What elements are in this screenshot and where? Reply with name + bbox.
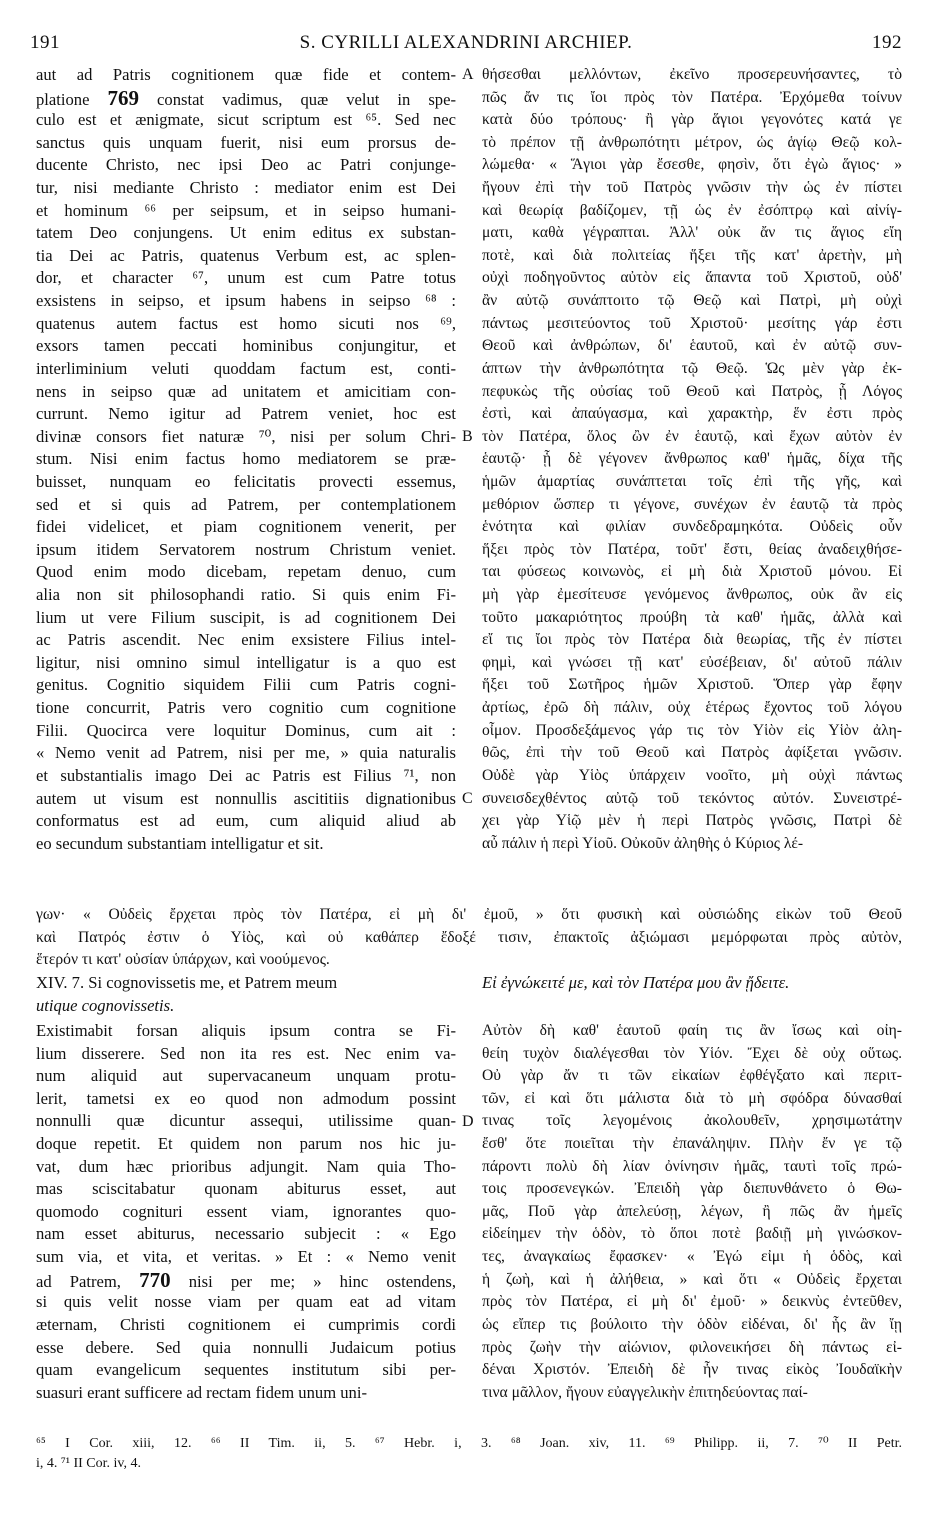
greek-text-line: δέναι Χριστόν. Ἐπειδὴ δὲ ἦν τινας εἰκὸς Ἰουδαϊκὴν [482, 1361, 902, 1379]
latin-section-heading [36, 972, 456, 1017]
left-page-number: 191 [30, 32, 60, 53]
greek-text-line: τινα μᾶλλον, ἤγουν εὐαγγελικὴν ἐπιτηδεύοντας παί- [482, 1383, 808, 1401]
greek-section-heading: Εἰ ἐγνώκειτέ με, καὶ τὸν Πατέρα μου ἂν ᾔδειτε. [482, 973, 790, 992]
greek-text-line: θῶς, ἐπὶ τὴν τοῦ Θεοῦ καὶ Πατρὸς ἀφίξεται γνῶσιν. [482, 744, 902, 762]
footnotes [36, 1434, 902, 1474]
greek-text-line: φημὶ, καὶ γνώσει τῇ κατ' εὐσέβειαν, δι' αὐτοῦ πάλιν [482, 653, 902, 671]
footnote-line: i, 4. ⁷¹ II Cor. iv, 4. [36, 1456, 141, 1471]
latin-text-line: genitus. Cognitio siquidem Filii cum Patris cogni- [36, 675, 456, 695]
latin-text-line: Existimabit forsan aliquis ipsum contra se Fi- [36, 1021, 456, 1040]
margin-marker-b: B [462, 428, 473, 445]
latin-text-line: exsors tamen peccati hominibus conjungitur, et [36, 336, 456, 356]
latin-text-line: lium disserere. Sed non ita res est. Nec enim va- [36, 1043, 456, 1063]
greek-text-line: ἀρτίως, ἐρῶ δὴ πάλιν, οὐχ ἑτέρως ἔχοντος τοῦ λόγου [482, 699, 902, 717]
greek-text-line: πάντως μεσιτεύοντος τοῦ Χριστοῦ· μεσίτης γάρ ἐστι [482, 314, 902, 332]
greek-text-line: θείη τυχὸν διαλέγεσθαι τὸν Υἱόν. Ἔχει δὲ οὐχ οὕτως. [482, 1044, 902, 1062]
greek-text-line: αὖ πάλιν ἡ περὶ Υἱοῦ. Οὐκοῦν ἀληθὴς ὁ Κύριος λέ- [482, 834, 804, 852]
latin-text-line: tatem Deo conjungens. Ut enim editus ex substan- [36, 223, 456, 243]
latin-text-line: divinæ consors fiet naturæ ⁷⁰, nisi per solum Chri- [36, 426, 456, 446]
greek-text-line: άπτων τὴν ἀνθρωπότητα τῷ Θεῷ. Ὡς μὲν γὰρ ἐκ- [482, 359, 902, 377]
latin-text-line: platione 769 constat vadimus, quæ velut in spe- [36, 86, 456, 110]
greek-text-line: ται φύσεως κοινωνὸς, εἰ μὴ διὰ Χριστοῦ μόνου. Εἰ [482, 563, 902, 581]
greek-text-line: ἂν αὐτῷ συνάπτοιτο τῷ Θεῷ καὶ Πατρὶ, μὴ οὐχὶ [482, 292, 902, 310]
greek-text-line: συνεισδεχθέντος αὐτῷ τοῦ τεκόντος αὐτόν. Συνειστρέ- [482, 789, 902, 807]
latin-text-line: lerit, tametsi ex eo quod non admodum possint [36, 1088, 456, 1108]
greek-text-line: πῶς ἄν τις ἴοι πρὸς τὸν Πατέρα. Ἐρχόμεθα τοίνυν [482, 88, 902, 106]
greek-text-line: τοῦτο μακαριότητος προύβη τὰ καθ' ἡμᾶς, ἀλλὰ καὶ [482, 608, 902, 626]
greek-text-line: εἴ τις ἴοι πρὸς τὸν Πατέρα διὰ θεωρίας, τῆς ἐν πίστει [482, 631, 902, 649]
latin-text-line: fidei videlicet, et piam cognitionem venerit, per [36, 517, 456, 537]
greek-column-bottom [482, 1020, 902, 1404]
latin-text-line: lium ut vere Filium suscipit, is ad cognitionem Dei [36, 607, 456, 627]
greek-text-line: τὸν Πατέρα, ὅλος ὢν ἐν ἑαυτῷ, καὶ ἔχων αὐτὸν ἐν [482, 427, 902, 445]
margin-marker-c: C [462, 790, 473, 807]
greek-text-line: οἶμον. Προσδεξάμενος γάρ τις τὸν Υἱὸν εἰς Υἱὸν ἀλη- [482, 721, 902, 739]
latin-text-line: currunt. Nemo igitur ad Patrem veniet, hoc est [36, 404, 456, 424]
greek-text-line: ἤγουν ἐπὶ τὴν τοῦ Πατρὸς γνῶσιν τὴν ὡς ἐν πίστει [482, 179, 902, 197]
latin-text-line: ipsum itidem Servatorem nostrum Christum veniet. [36, 539, 456, 559]
latin-heading-line: utique cognovissetis. [36, 995, 175, 1015]
greek-text-line: χει γὰρ Υἱῷ μὲν ἡ περὶ Πατρὸς γνῶσις, Πατρὶ δὲ [482, 812, 902, 830]
latin-text-line: æternam, Christi cognitionem ei cumprimis cordi [36, 1314, 456, 1334]
greek-text-line: πρὸς ζωὴν τὴν αἰώνιον, φιλονεικήσει δὴ πάντως εἰ- [482, 1338, 902, 1356]
margin-marker-d: D [462, 1113, 474, 1130]
latin-text-line: alia non sit philosophandi ratio. Si quis enim Fi- [36, 585, 456, 605]
latin-text-line: nam esset abiturus, necessario subjecit : « Ego [36, 1224, 456, 1244]
latin-text-line: tur, nisi mediante Christo : mediator enim est Dei [36, 178, 456, 198]
greek-text-line: ἐστὶ, καὶ ἀπαύγασμα, καὶ χαρακτὴρ, ἕν ἐστι πρὸς [482, 405, 902, 423]
latin-text-line: nonnulli quæ dicuntur assequi, utilissime quan- [36, 1111, 456, 1131]
latin-text-line: exsistens in seipso, et ipsum habens in seipso ⁶⁸ : [36, 291, 456, 311]
greek-text-line: τινας τοῖς λεγομένοις ἀκολουθεῖν, χρησιμωτάτην [482, 1112, 902, 1130]
latin-column-top [36, 64, 456, 855]
latin-text-line: sum via, et vita, et veritas. » Et : « Nemo venit [36, 1247, 456, 1267]
latin-text-line: quam evangelicum sequentes institutum sibi per- [36, 1360, 456, 1380]
greek-text-line: ἔσθ' ὅτε ποιεῖται τὴν ἐπανάληψιν. Πλὴν ἔν γε τῷ [482, 1135, 902, 1153]
greek-text-line: Οὐ γὰρ ἄν τι τῶν εἰκαίων ἐφθέγξατο καὶ περιτ- [482, 1067, 902, 1085]
latin-text-line: suasuri erant sufficere ad rectam fidem unum uni- [36, 1382, 367, 1402]
latin-text-line: eo secundum substantiam intelligatur et sit. [36, 833, 324, 853]
greek-text-line: καὶ θεωρίᾳ βαδίζομεν, τῇ ὡς ἐν ἐσόπτρῳ καὶ αἰνίγ- [482, 201, 902, 219]
greek-text-line: ἕτερόν τι κατ' οὐσίαν ὑπάρχων, καὶ νοούμενος. [36, 951, 330, 969]
latin-text-line: buisset, nunquam eo felicitatis provecti essemus, [36, 471, 456, 491]
greek-text-line: λώμεθα· « Ἅγιοι γὰρ ἔσεσθε, φησὶν, ὅτι ἐγὼ ἅγιος· » [482, 156, 902, 174]
latin-text-line: ac Patris ascendit. Nec enim exsistere Filius intel- [36, 630, 456, 650]
greek-text-line: τοις προσενεγκών. Ἐπειδὴ γὰρ διεπυνθάνετο ὁ Θω- [482, 1180, 902, 1198]
latin-text-line: nens in seipso quæ ad unitatem et amicitiam con- [36, 381, 456, 401]
latin-text-line: « Nemo venit ad Patrem, nisi per me, » quia naturalis [36, 743, 456, 763]
latin-text-line: conformatus est ad eum, cum aliquid aliud ab [36, 811, 456, 831]
greek-text-line: ἑαυτῷ· ᾗ δὲ γέγονεν ἄνθρωπος καθ' ἡμᾶς, δίχα τῆς [482, 450, 902, 468]
column-number-marker: 769 [107, 86, 139, 110]
latin-text-line: stum. Nisi enim factus homo mediatorem se præ- [36, 449, 456, 469]
greek-text-line: Οὐδὲ γὰρ Υἱὸς ὑπάρχειν νοοῖτο, μὴ οὐχὶ πάντως [482, 766, 902, 784]
footnote-line: ⁶⁵ I Cor. xiii, 12. ⁶⁶ II Tim. ii, 5. ⁶⁷ Hebr. i, 3. ⁶⁸ Joan. xiv, 11. ⁶⁹ Philipp. ii, 7. ⁷⁰ II Petr. [36, 1436, 902, 1451]
latin-heading-line: XIV. 7. Si cognovissetis me, et Patrem meum [36, 973, 338, 992]
latin-column-bottom [36, 1020, 456, 1404]
latin-text-line: num aliquid aut supervacaneum unquam protu- [36, 1066, 456, 1086]
running-title: S. CYRILLI ALEXANDRINI ARCHIEP. [299, 32, 633, 53]
greek-text-line: μεθόριον ὥσπερ τι γέγονε, συνέχων ἐν ἑαυτῷ τὰ πρὸς [482, 495, 902, 513]
greek-text-line: μᾶς, Ποῦ γὰρ ἀπελεύσῃ, λέγων, ἢ πῶς ἂν ἡμεῖς [482, 1202, 902, 1220]
latin-text-line: ducente Christo, nec ipsi Deo ac Patri conjunge- [36, 155, 456, 175]
latin-text-line: et hominum ⁶⁶ per seipsum, et in seipso humani- [36, 200, 456, 220]
latin-text-line: et substantialis imago Dei ac Patris est Filius ⁷¹, non [36, 765, 456, 785]
latin-text-line: doque repetit. Et quidem non parum nos hic ju- [36, 1134, 456, 1154]
latin-text-line: quomodo cognituri essent viam, ignorantes quo- [36, 1201, 456, 1221]
greek-text-line: Θεοῦ καὶ ἀνθρώπων, δι' ἑαυτοῦ, καὶ ἐν αὐτῷ συν- [482, 337, 902, 355]
greek-text-line: Αὐτὸν δὴ καθ' ἑαυτοῦ φαίη τις ἂν ἴσως καὶ οἰη- [482, 1022, 902, 1039]
latin-text-line: Filii. Quocirca vere loquitur Dominus, cum ait : [36, 720, 456, 740]
greek-text-line: μὴ γὰρ ἐμεσίτευσε γενόμενος ἄνθρωπος, οὐκ ἂν εἰς [482, 586, 902, 604]
latin-text-line: sanctus quis unquam fuerit, nisi eum prorsus de- [36, 132, 456, 152]
latin-text-line: sed et si quis ad Patrem, per contemplationem [36, 494, 456, 514]
latin-text-line: tione concurrit, Patris vero cognitio cum cognitione [36, 698, 456, 718]
greek-text-line: πρὸς τὸν Πατέρα, εἰ μὴ δι' ἐμοῦ· » δεικνὺς ἐντεῦθεν, [482, 1293, 902, 1311]
greek-text-line: ἡμῶν ἁμαρτίας συνάπτεται τοῖς ἐπὶ τῆς γῆς, καὶ [482, 472, 902, 490]
margin-marker-a: A [462, 66, 474, 83]
greek-text-line: θήσεσθαι μελλόντων, ἐκεῖνο προσερευνήσαντες, τὸ [482, 66, 902, 83]
latin-text-line: ad Patrem, 770 nisi per me; » hinc ostendens, [36, 1268, 456, 1292]
greek-text-line: τὸ πρέπον τῇ ἀνθρωπότητι μέτρον, ὡς ἁγίῳ Θεῷ κολ- [482, 133, 902, 151]
greek-text-line: ἑνότητα καὶ φιλίαν συνδεδραμηκότα. Οὐδεὶς οὖν [482, 518, 902, 536]
greek-text-line: τες, ἀναγκαίως ἔφασκεν· « Ἐγώ εἰμι ἡ ὁδὸς, καὶ [482, 1248, 902, 1266]
latin-text-line: dor, et character ⁶⁷, unum est cum Patre totus [36, 268, 456, 288]
greek-text-line: ἡ ζωὴ, καὶ ἡ ἀλήθεια, » καὶ ὅτι « Οὐδεὶς ἔρχεται [482, 1270, 902, 1288]
latin-text-line: aut ad Patris cognitionem quæ fide et contem- [36, 65, 456, 84]
running-header [30, 30, 902, 60]
greek-text-line: ποτὲ, καὶ διὰ πολιτείας ἥξει τῆς κατ' ἀρετὴν, μὴ [482, 246, 902, 264]
latin-text-line: esse debere. Sed quia nonnulli Judaicum potius [36, 1337, 456, 1357]
latin-text-line: quatenus autem factus est homo sicuti nos ⁶⁹, [36, 313, 456, 333]
latin-text-line: ligitur, nisi omnino simul intelligatur is a quo est [36, 652, 456, 672]
latin-text-line: vat, dum hæc prioribus adjungit. Nam quia Tho- [36, 1156, 456, 1176]
greek-text-line: ὡς εἴπερ τις βούλοιτο τὴν ὁδὸν εἰδέναι, δι' ἧς ἂν ἴῃ [482, 1315, 902, 1333]
greek-text-line: ἥξει πρὸς τὸν Πατέρα, τοῦτ' ἔστι, θείας ἀναδειχθήσε- [482, 540, 902, 558]
latin-text-line: tia Dei ac Patris, quatenus Verbum est, ac splen- [36, 245, 456, 265]
latin-text-line: mas sciscitabatur quonam abiturus esset, aut [36, 1179, 456, 1199]
latin-text-line: interliminium veluti quoddam factum est, conti- [36, 358, 456, 378]
latin-text-line: culo est et ænigmate, sicut scriptum est ⁶⁵. Sed nec [36, 110, 456, 130]
greek-text-line: κατὰ δύο τρόπους· ἢ γὰρ ἅγιοι γεγονότες κατά γε [482, 111, 902, 129]
latin-text-line: autem ut visum est nonnullis ascititiis dignationibus [36, 788, 456, 808]
greek-column-top [482, 64, 902, 855]
latin-text-line: si quis velit nosse viam per quam eat ad vitam [36, 1292, 456, 1312]
greek-text-line: οὐχὶ ποδηγοῦντος αὐτὸν εἰς ἅπαντα τοῦ Χριστοῦ, οὐδ' [482, 269, 902, 287]
right-page-number: 192 [872, 32, 902, 53]
greek-text-line: γων· « Οὐδεὶς ἔρχεται πρὸς τὸν Πατέρα, εἰ μὴ δι' ἐμοῦ, » ὅτι φυσικὴ καὶ οὐσιώδης εἰκὼν τοῦ Θεοῦ [36, 906, 902, 923]
greek-text-line: πεφυκὼς τῆς οὐσίας τοῦ Θεοῦ καὶ Πατρὸς, ᾗ Λόγος [482, 382, 902, 400]
greek-text-line: καὶ Πατρός ἐστιν ὁ Υἱὸς, καὶ οὐ καθάπερ ἔδοξέ τισιν, ἐπακτοῖς ἀξιώμασι μεμόρφωται πρὸς αὐτὸν, [36, 928, 902, 946]
greek-text-line: εἰδείημεν τὴν ὁδὸν, τὸ ὅποι ποτὲ βαδιῇ μὴ γινώσκον- [482, 1225, 902, 1243]
greek-text-line: ματι, καθὰ γέγραπται. Ἀλλ' οὐκ ἄν τις ἅγιος εἴη [482, 224, 902, 242]
column-number-marker: 770 [139, 1268, 171, 1292]
latin-text-line: Quod enim modo dicebam, repetam denuo, cum [36, 562, 456, 582]
greek-text-line: ἥξει τοῦ Σωτῆρος ἡμῶν Χριστοῦ. Ὅπερ γὰρ ἔφην [482, 676, 902, 694]
greek-text-line: πάροντι πολὺ δὴ λίαν ὀνίνησιν ἡμᾶς, ταυτὶ τοῖς πρώ- [482, 1157, 902, 1175]
greek-full-width-text [36, 904, 902, 972]
greek-text-line: τῶν, εἰ καὶ ὅτι μάλιστα διὰ τὸ μὴ σφόδρα δύνασθαί [482, 1089, 902, 1107]
